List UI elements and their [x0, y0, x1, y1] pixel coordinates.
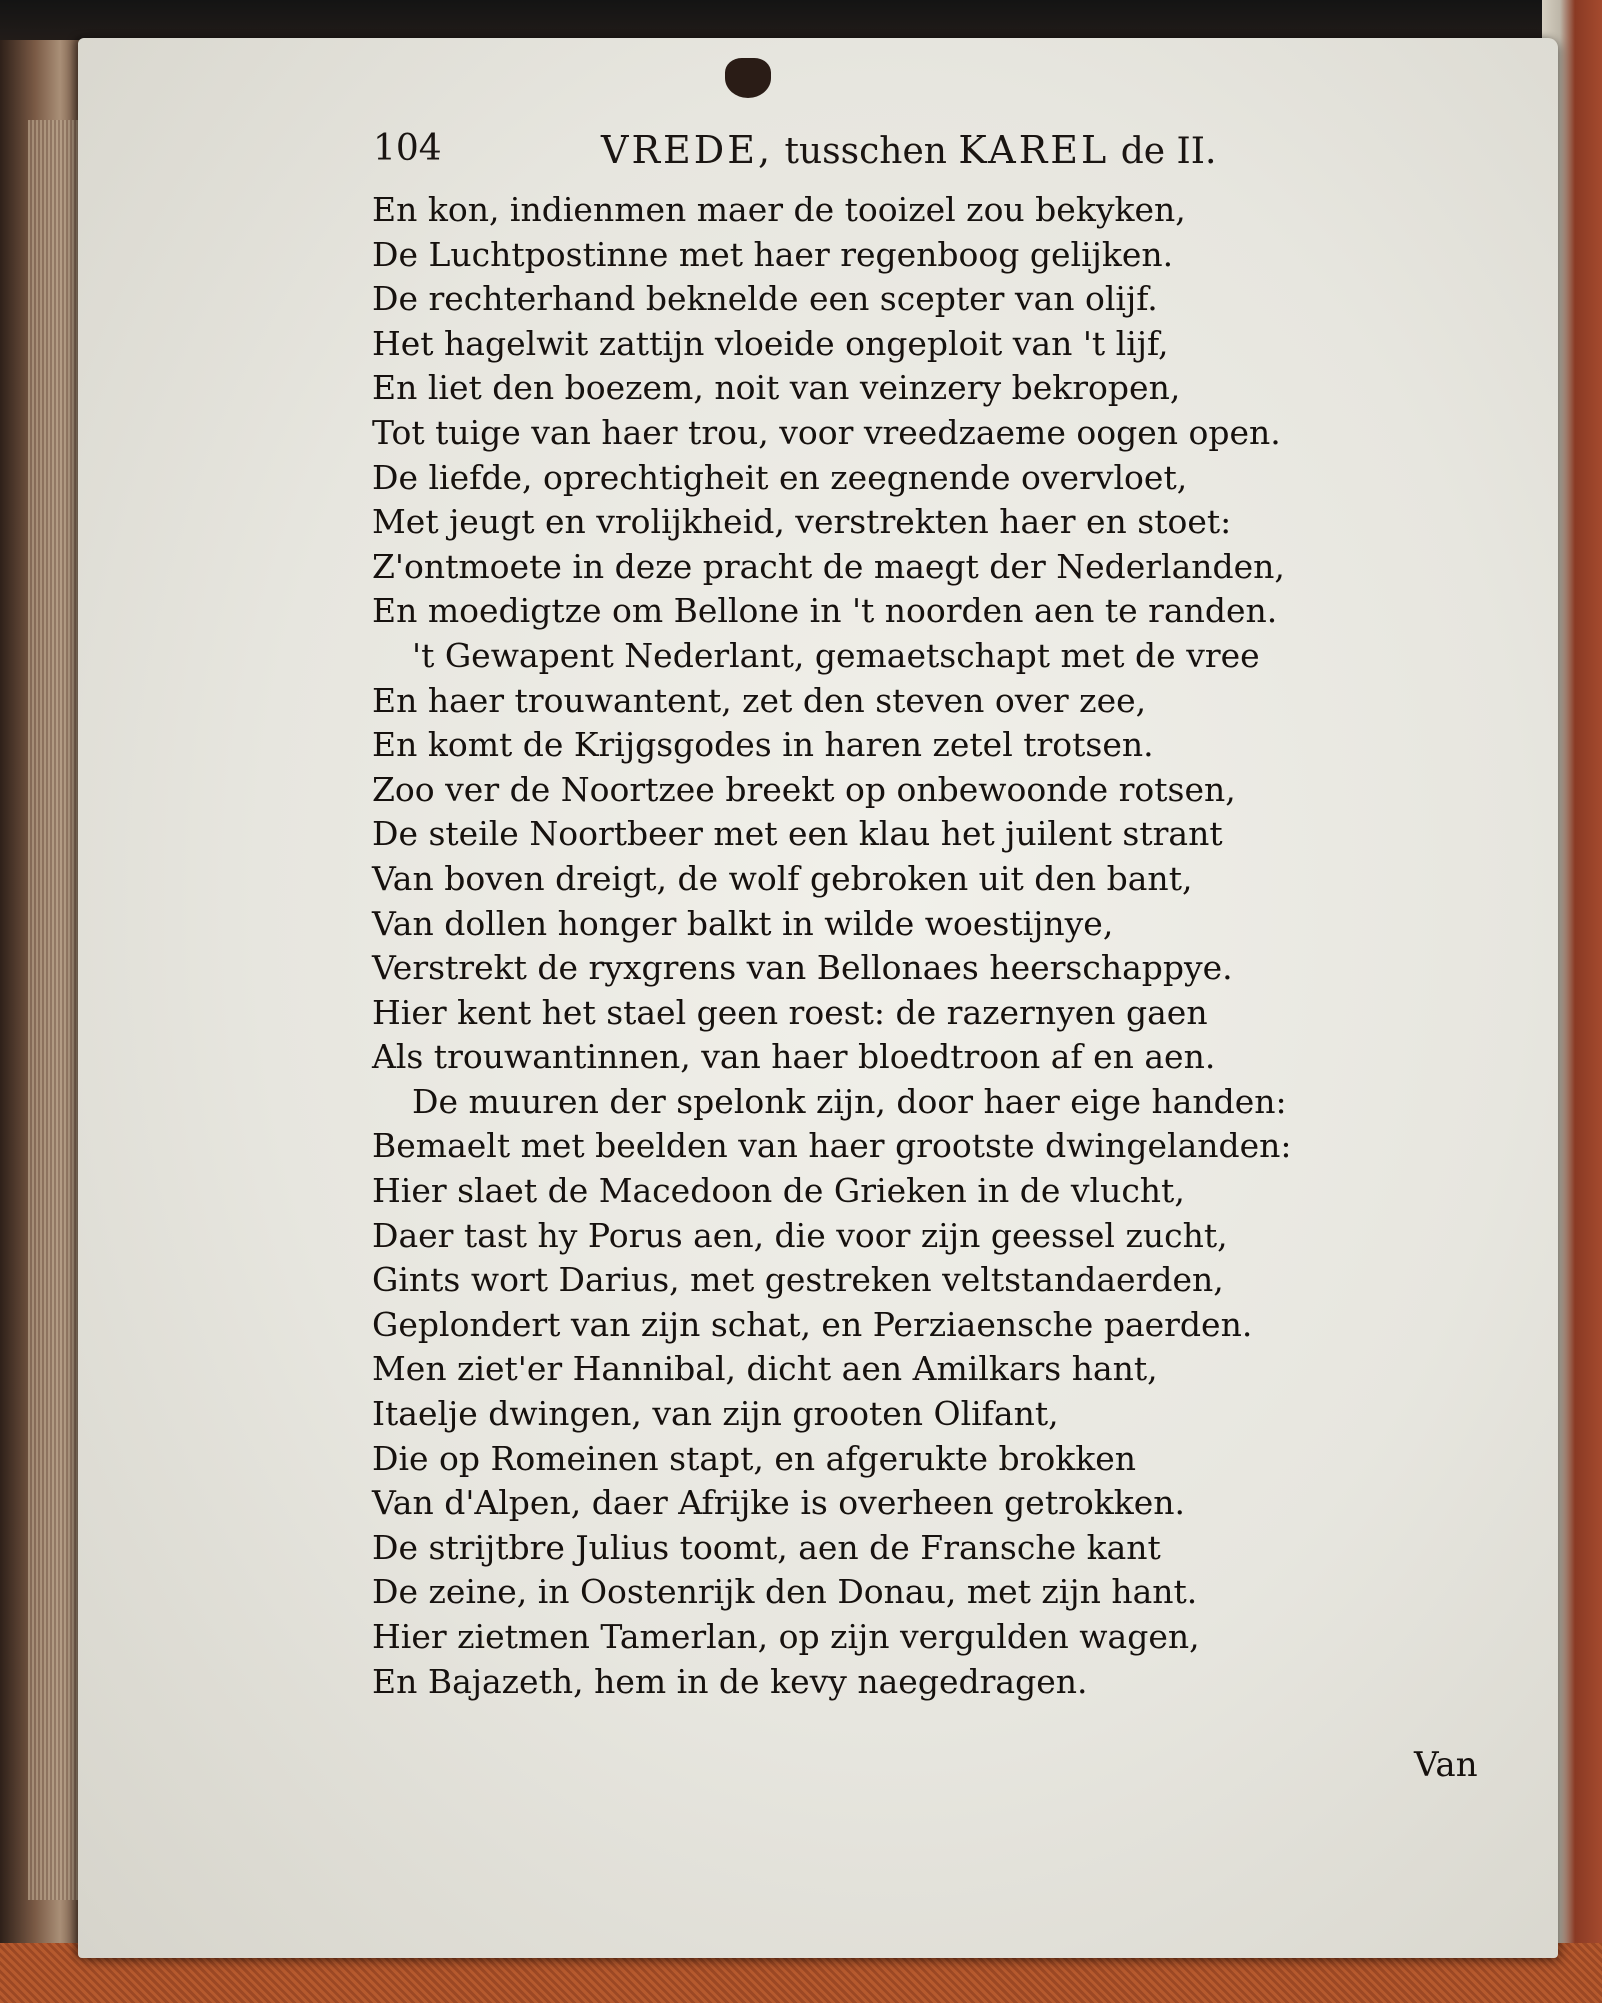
- verse-line: Hier zietmen Tamerlan, op zijn vergulden wagen,: [372, 1617, 1200, 1656]
- verse-line: De strijtbre Julius toomt, aen de Fransche kant: [372, 1527, 1161, 1567]
- verse-line: Men ziet'er Hannibal, dicht aen Amilkars hant,: [372, 1349, 1158, 1389]
- verse-line: Van d'Alpen, daer Afrijke is overheen getrokken.: [372, 1483, 1185, 1523]
- running-title-part: tusschen: [773, 131, 959, 172]
- verse-line: Hier kent het stael geen roest: de razernyen gaen: [372, 992, 1208, 1032]
- page-header: [373, 128, 1323, 188]
- verse-line: Z'ontmoete in deze pracht de maegt der Nederlanden,: [372, 546, 1285, 586]
- verse-line: Zoo ver de Noortzee breekt op onbewoonde rotsen,: [372, 769, 1236, 809]
- verse-line: Itaelje dwingen, van zijn grooten Olifant,: [372, 1394, 1059, 1434]
- page-number: 104: [373, 128, 442, 169]
- verse-line: Bemaelt met beelden van haer grootste dwingelanden:: [372, 1126, 1292, 1166]
- verse-line: Tot tuige van haer trou, voor vreedzaeme oogen open.: [372, 412, 1281, 452]
- verse-line: De rechterhand beknelde een scepter van olijf.: [372, 279, 1158, 319]
- verse-line: De Luchtpostinne met haer regenboog gelijken.: [372, 234, 1174, 274]
- verse-line: Van boven dreigt, de wolf gebroken uit den bant,: [372, 858, 1193, 898]
- verse-line: En komt de Krijgsgodes in haren zetel trotsen.: [372, 725, 1154, 765]
- page-tear-mark: [725, 58, 771, 98]
- running-title: [601, 128, 1216, 172]
- verse-line: Met jeugt en vrolijkheid, verstrekten haer en stoet:: [372, 502, 1232, 542]
- verse-line: De steile Noortbeer met een klau het juilent strant: [372, 814, 1223, 854]
- verse-line: En haer trouwantent, zet den steven over zee,: [372, 680, 1147, 720]
- running-title-part: VREDE,: [601, 128, 774, 172]
- verse-line: De liefde, oprechtigheit en zeegnende overvloet,: [372, 457, 1188, 497]
- running-title-part: de II.: [1109, 131, 1217, 172]
- verse-line: Daer tast hy Porus aen, die voor zijn geessel zucht,: [372, 1215, 1228, 1255]
- verse-line: Gints wort Darius, met gestreken veltstandaerden,: [372, 1260, 1224, 1300]
- verse-line: Geplondert van zijn schat, en Perziaensche paerden.: [372, 1304, 1253, 1344]
- verse-line: En kon, indienmen maer de tooizel zou bekyken,: [372, 190, 1186, 229]
- verse-line: Hier slaet de Macedoon de Grieken in de vlucht,: [372, 1171, 1185, 1211]
- verse-line: En liet den boezem, noit van veinzery bekropen,: [372, 368, 1181, 408]
- verse-line: Van dollen honger balkt in wilde woestijnye,: [372, 903, 1114, 943]
- running-title-part: KAREL: [958, 128, 1110, 172]
- verse-line: Het hagelwit zattijn vloeide ongeploit van 't lijf,: [372, 323, 1169, 363]
- verse-line: Als trouwantinnen, van haer bloedtroon af en aen.: [372, 1037, 1216, 1077]
- verse-line: De muuren der spelonk zijn, door haer eige handen:: [412, 1081, 1287, 1121]
- page-edges: [28, 120, 83, 1900]
- verse-line: Verstrekt de ryxgrens van Bellonaes heerschappye.: [372, 948, 1233, 988]
- verse-line: 't Gewapent Nederlant, gemaetschapt met de vree: [412, 635, 1260, 675]
- verse-line: De zeine, in Oostenrijk den Donau, met zijn hant.: [372, 1572, 1198, 1612]
- verse-text: [372, 188, 1422, 1704]
- verse-line: En Bajazeth, hem in de kevy naegedragen.: [372, 1661, 1088, 1701]
- catchword: Van: [1414, 1745, 1478, 1785]
- verse-line: Die op Romeinen stapt, en afgerukte brokken: [372, 1438, 1137, 1478]
- verse-line: En moedigtze om Bellone in 't noorden aen te randen.: [372, 591, 1278, 631]
